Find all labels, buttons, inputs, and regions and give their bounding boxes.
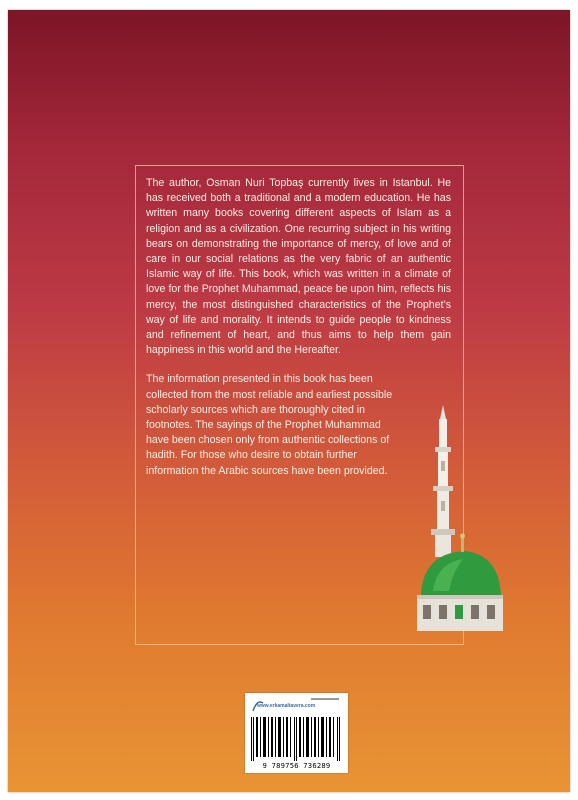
book-back-cover — [8, 10, 570, 792]
isbn-barcode — [245, 693, 348, 773]
green-dome-minaret-image — [413, 405, 503, 635]
publisher-website: www.erkamaltavera.com — [257, 703, 316, 709]
isbn-number: 9 789756 736289 — [262, 761, 331, 770]
barcode-bars — [251, 717, 342, 761]
blurb-paragraph-sources: The information presented in this book has been collected from the most reliable and earliest possible scholarly sources which are thoroughly cited in footnotes. The sayings of the Prophet Muhammad have been chosen only from authentic collections of hadith. For those who desire to obtain further information the Arabic sources have been provided. — [146, 373, 393, 477]
blurb-paragraph-author: The author, Osman Nuri Topbaş currently lives in Istanbul. He has received both a traditional and a modern education. He has written many books covering different aspects of Islam as a religion and as a civilization. One recurring subject in his writing bears on demonstrating the importance of mercy, of love and of care in our social relations as the very fabric of an authentic Islamic way of life. This book, which was written in a climate of love for the Prophet Muhammad, peace be upon him, reflects his mercy, the most distinguished characteristics of the Prophet’s way of life and morality. It intends to guide people to kindness and refinement of heart, and thus aims to help them gain happiness in this world and the Hereafter. — [146, 177, 451, 357]
blurb-text — [146, 176, 451, 479]
